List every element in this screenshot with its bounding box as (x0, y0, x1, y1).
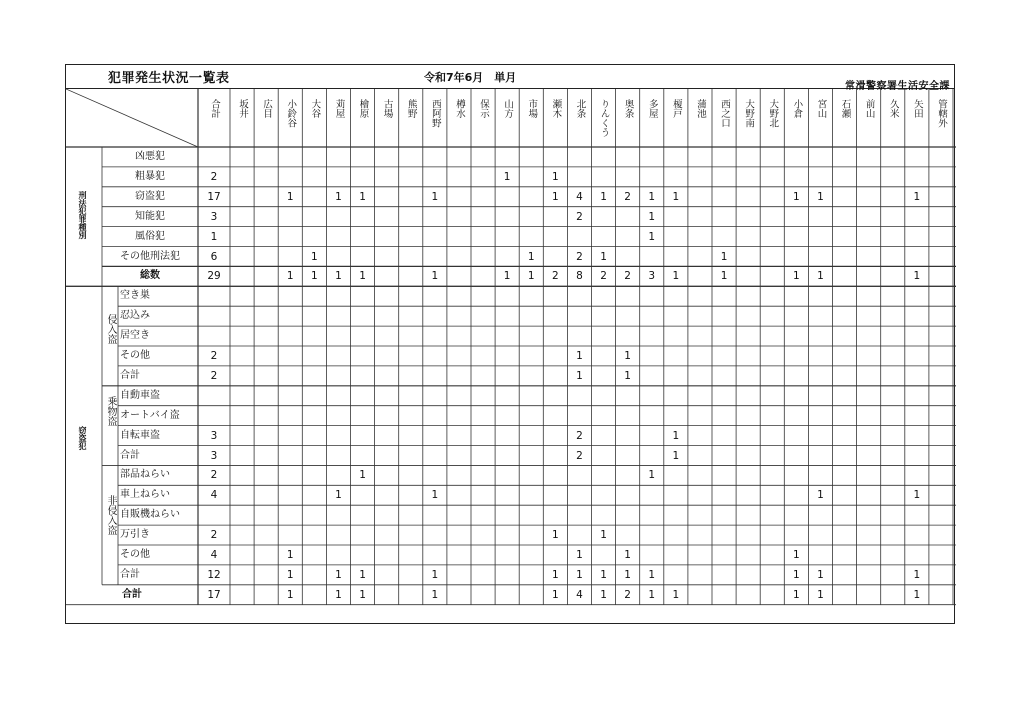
row-label: 総数 (140, 270, 160, 282)
cell-value: 4 (210, 549, 218, 561)
cell-value: 1 (552, 190, 559, 203)
cell-value: 12 (207, 568, 221, 581)
row-label: 万引き (120, 529, 150, 541)
cell-value: 1 (359, 469, 366, 482)
cell-value: 1 (527, 250, 535, 263)
cell-value: 1 (431, 270, 439, 283)
column-header: 樽水 (453, 99, 465, 118)
cell-value: 1 (335, 190, 342, 203)
group-label-burglary: 侵入盗 (105, 314, 116, 345)
column-header: 宮山 (815, 99, 827, 118)
cell-value: 1 (793, 549, 800, 561)
column-header: 古場 (381, 99, 393, 118)
cell-value: 1 (552, 588, 559, 601)
cell-value: 1 (552, 568, 559, 581)
cell-value: 3 (210, 449, 218, 462)
cell-value: 17 (207, 588, 221, 601)
row-label: 車上ねらい (120, 489, 170, 501)
cell-value: 2 (210, 369, 218, 382)
cell-value: 1 (431, 190, 439, 203)
column-header: 榎戸 (670, 99, 682, 118)
cell-value: 1 (286, 270, 294, 283)
document-title: 犯罪発生状況一覧表 (108, 71, 230, 86)
cell-value: 1 (720, 270, 728, 283)
cell-value: 2 (210, 350, 218, 362)
cell-value: 1 (286, 190, 294, 203)
column-header: 坂井 (237, 99, 249, 118)
cell-value: 1 (503, 170, 511, 183)
cell-value: 2 (576, 429, 583, 442)
cell-value: 1 (311, 270, 318, 283)
row-label: 自販機ねらい (120, 509, 180, 521)
cell-value: 1 (817, 489, 824, 502)
cell-value: 1 (576, 568, 583, 581)
cell-value: 2 (600, 270, 607, 283)
cell-value: 1 (672, 429, 680, 442)
cell-value: 2 (210, 529, 218, 542)
cell-value: 1 (817, 190, 824, 203)
cell-value: 2 (576, 449, 583, 462)
column-header: 多屋 (646, 99, 658, 118)
cell-value: 1 (913, 588, 921, 601)
row-label: 自動車盗 (120, 389, 160, 401)
row-label: その他 (120, 350, 150, 361)
row-label: 風俗犯 (135, 230, 165, 242)
cell-value: 1 (431, 568, 439, 581)
cell-value: 1 (286, 549, 294, 561)
group-label-vehicle: 乗物盗 (105, 395, 116, 426)
cell-value: 8 (576, 270, 583, 283)
cell-value: 1 (576, 350, 583, 362)
cell-value: 1 (648, 230, 656, 243)
cell-value: 29 (207, 270, 221, 283)
cell-value: 1 (648, 588, 656, 601)
column-header: 檜原 (357, 99, 369, 118)
column-header: 合計 (209, 99, 220, 118)
cell-value: 1 (600, 529, 607, 542)
cell-value: 1 (720, 250, 728, 263)
cell-value: 2 (552, 270, 559, 283)
column-header: 大谷 (309, 99, 321, 118)
cell-value: 1 (311, 250, 318, 263)
cell-value: 1 (817, 568, 824, 581)
cell-value: 1 (817, 270, 824, 283)
row-label: その他 (120, 549, 150, 560)
cell-value: 1 (335, 588, 342, 601)
cell-value: 3 (648, 270, 656, 283)
cell-value: 1 (359, 568, 366, 581)
cell-value: 2 (210, 469, 218, 482)
department-name: 常滑警察署生活安全課 (845, 81, 950, 92)
cell-value: 2 (576, 250, 583, 263)
column-header: 奥条 (622, 99, 634, 118)
cell-value: 1 (286, 588, 294, 601)
cell-value: 1 (359, 588, 366, 601)
row-label: 合計 (120, 568, 140, 580)
cell-value: 1 (431, 489, 439, 502)
cell-value: 1 (793, 190, 800, 203)
column-header: 苅屋 (333, 99, 345, 118)
cell-value: 1 (913, 190, 921, 203)
cell-value: 4 (576, 588, 583, 601)
column-header: 保示 (478, 99, 490, 118)
row-label: その他刑法犯 (120, 250, 180, 262)
cell-value: 1 (335, 489, 342, 502)
cell-value: 2 (624, 588, 631, 601)
cell-value: 1 (648, 568, 656, 581)
column-header: 石瀬 (839, 99, 851, 118)
cell-value: 1 (624, 350, 631, 362)
row-label: 凶悪犯 (135, 151, 165, 162)
cell-value: 1 (359, 190, 366, 203)
column-header: 前山 (863, 99, 875, 118)
column-header: 大野南 (743, 99, 755, 128)
column-header: 管轄外 (935, 99, 947, 128)
cell-value: 1 (793, 588, 800, 601)
cell-value: 1 (576, 369, 583, 382)
cell-value: 2 (210, 170, 218, 183)
cell-value: 3 (210, 210, 218, 223)
cell-value: 1 (210, 230, 218, 243)
cell-value: 1 (431, 588, 439, 601)
column-header: 小倉 (791, 99, 803, 118)
row-label: 合計 (120, 449, 140, 461)
cell-value: 1 (913, 270, 921, 283)
cell-value: 1 (503, 270, 511, 283)
column-header: 広目 (261, 99, 273, 118)
cell-value: 1 (552, 170, 559, 183)
cell-value: 1 (793, 270, 800, 283)
cell-value: 1 (624, 549, 631, 561)
cell-value: 1 (672, 449, 680, 462)
cell-value: 1 (600, 250, 607, 263)
group-label-theft: 窃盗犯 (78, 426, 87, 451)
row-label: 忍込み (120, 310, 150, 322)
column-header: 大野北 (767, 99, 779, 128)
cell-value: 1 (913, 568, 921, 581)
cell-value: 1 (286, 568, 294, 581)
column-header: 矢田 (911, 99, 923, 118)
group-label-nonburglary: 非侵入盗 (105, 495, 116, 536)
column-header: 西阿野 (429, 99, 441, 128)
cell-value: 1 (648, 469, 656, 482)
row-label: 知能犯 (135, 210, 165, 222)
cell-value: 1 (648, 210, 656, 223)
cell-value: 1 (335, 270, 342, 283)
cell-value: 1 (359, 270, 366, 283)
column-header: 蒲池 (694, 99, 706, 118)
cell-value: 1 (672, 190, 680, 203)
column-header: 市場 (526, 99, 538, 118)
cell-value: 6 (210, 250, 218, 263)
crime-statistics-table (65, 64, 955, 624)
cell-value: 1 (600, 588, 607, 601)
cell-value: 1 (913, 489, 921, 502)
row-label: 部品ねらい (120, 469, 170, 481)
cell-value: 1 (672, 588, 680, 601)
cell-value: 2 (624, 270, 631, 283)
cell-value: 1 (624, 568, 631, 581)
grid-line (66, 89, 198, 147)
row-label: 居空き (120, 330, 150, 342)
column-header: 小鈴谷 (285, 99, 297, 128)
cell-value: 1 (793, 568, 800, 581)
column-header: りんくう (598, 99, 610, 137)
cell-value: 1 (335, 568, 342, 581)
row-label: 窃盗犯 (135, 190, 165, 202)
cell-value: 17 (207, 190, 221, 203)
cell-value: 1 (576, 549, 583, 561)
cell-value: 1 (672, 270, 680, 283)
cell-value: 2 (576, 210, 583, 223)
cell-value: 1 (600, 190, 607, 203)
group-label-penal: 刑法犯罪種別 (78, 191, 87, 239)
cell-value: 1 (624, 369, 631, 382)
cell-value: 1 (527, 270, 535, 283)
column-header: 熊野 (405, 99, 417, 118)
column-header: 山方 (502, 99, 514, 118)
cell-value: 4 (576, 190, 583, 203)
row-label: 自転車盗 (120, 429, 160, 441)
cell-value: 3 (210, 429, 218, 442)
cell-value: 4 (210, 489, 218, 502)
cell-value: 1 (552, 529, 559, 542)
cell-value: 1 (817, 588, 824, 601)
column-header: 久米 (887, 99, 899, 118)
column-header: 北条 (574, 99, 586, 118)
column-header: 瀬木 (550, 99, 562, 118)
row-label: 合計 (120, 369, 140, 381)
row-label: 空き巣 (120, 290, 150, 302)
cell-value: 2 (624, 190, 631, 203)
cell-value: 1 (648, 190, 656, 203)
row-label: オートバイ盗 (120, 409, 180, 421)
row-label: 合計 (122, 588, 142, 600)
report-period: 令和7年6月 単月 (424, 71, 517, 84)
cell-value: 1 (600, 568, 607, 581)
column-header: 西之口 (719, 99, 731, 128)
row-label: 粗暴犯 (135, 170, 165, 182)
